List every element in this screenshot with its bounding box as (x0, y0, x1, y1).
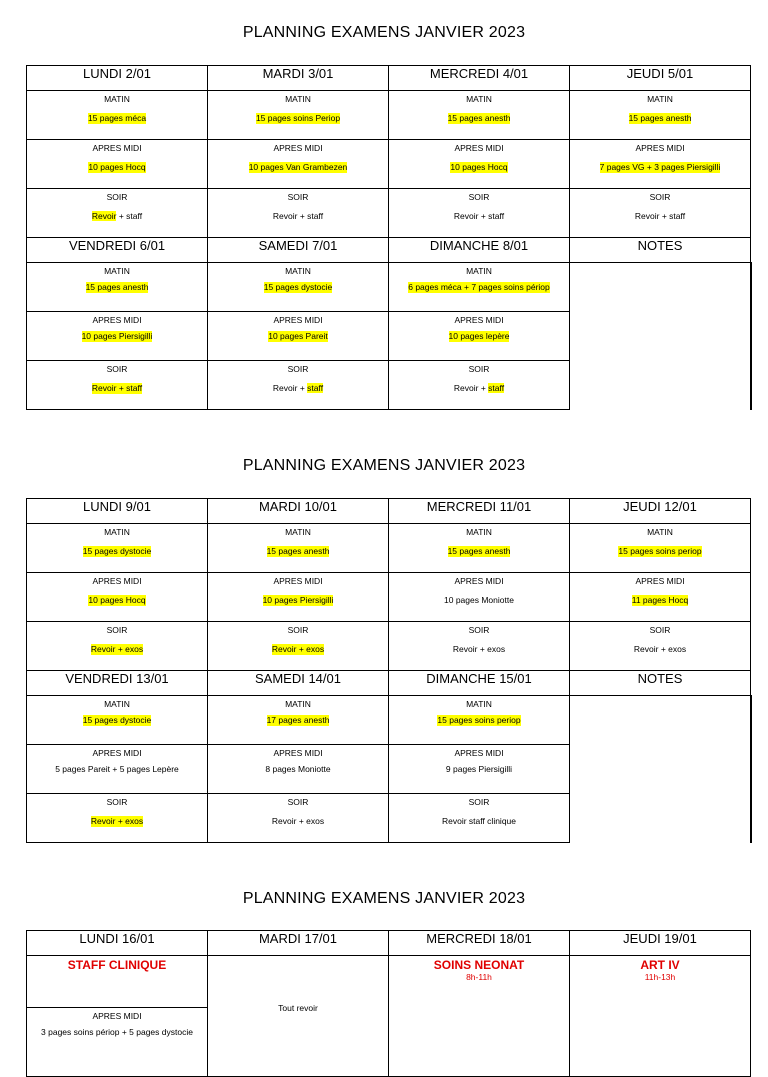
apres-midi-cell (570, 573, 751, 622)
task-text: 15 pages anesth (447, 546, 511, 556)
slot-label: MATIN (285, 699, 311, 709)
task-text: 7 pages VG + 3 pages Piersigilli (599, 162, 721, 172)
matin-cell (27, 696, 208, 745)
day-header: MERCREDI 11/01 (389, 499, 570, 524)
matin-cell (389, 696, 570, 745)
day-header: JEUDI 5/01 (570, 66, 751, 91)
matin-cell (389, 91, 570, 140)
task-text: Revoir + exos (271, 644, 325, 654)
apres-midi-cell (389, 312, 570, 361)
soir-cell (389, 622, 570, 671)
task-highlight: staff (307, 383, 324, 393)
task-text: 15 pages anesth (447, 113, 511, 123)
slot-label: APRES MIDI (92, 1011, 142, 1021)
day-header: MERCREDI 4/01 (389, 66, 570, 91)
apres-midi-cell (389, 573, 570, 622)
task-text: 11 pages Hocq (631, 595, 689, 605)
slot-label: MATIN (104, 699, 130, 709)
matin-cell (389, 524, 570, 573)
soir-cell (389, 361, 570, 410)
task-text: Revoir + exos (633, 644, 687, 654)
task-text: 10 pages Piersigilli (262, 595, 334, 605)
day-header: LUNDI 2/01 (27, 66, 208, 91)
apres-midi-cell (27, 140, 208, 189)
day-header: VENDREDI 6/01 (27, 238, 208, 263)
day-body (27, 956, 208, 1077)
day-header: SAMEDI 14/01 (208, 671, 389, 696)
task-highlight: staff (488, 383, 505, 393)
slot-label: APRES MIDI (92, 143, 142, 153)
slot-label: APRES MIDI (273, 748, 323, 758)
slot-label: SOIR (287, 625, 309, 635)
soir-cell (27, 794, 208, 843)
task-text: Revoir + exos (90, 644, 144, 654)
slot-label: APRES MIDI (635, 576, 685, 586)
task-text: Revoir + staff (272, 211, 324, 221)
slot-label: APRES MIDI (454, 748, 504, 758)
task-rest: Revoir + (453, 383, 489, 393)
day-header: LUNDI 9/01 (27, 499, 208, 524)
task-text: Revoir + exos (452, 644, 506, 654)
slot-label: MATIN (104, 527, 130, 537)
task-text: 10 pages Piersigilli (81, 331, 153, 341)
planning-table-week3 (26, 930, 751, 1077)
soir-cell (27, 622, 208, 671)
task-text (454, 383, 504, 394)
matin-cell (27, 524, 208, 573)
event-title: STAFF CLINIQUE (67, 958, 167, 972)
task-text: 8 pages Moniotte (265, 764, 331, 774)
apres-midi-cell (27, 573, 208, 622)
notes-area (570, 696, 751, 843)
task-text: Revoir + staff (453, 211, 505, 221)
slot-label: APRES MIDI (92, 748, 142, 758)
notes-header: NOTES (570, 671, 751, 696)
event-time: 11h-13h (644, 972, 676, 982)
task-text: 9 pages Piersigilli (445, 764, 513, 774)
slot-label: APRES MIDI (635, 143, 685, 153)
task-text: Revoir staff clinique (441, 816, 517, 826)
soir-cell (208, 361, 389, 410)
notes-header: NOTES (570, 238, 751, 263)
day-header: JEUDI 19/01 (570, 931, 751, 956)
task-text: 10 pages Hocq (88, 162, 146, 172)
event-time: 8h-11h (466, 972, 492, 982)
event-title: ART IV (640, 958, 680, 972)
slot-label: APRES MIDI (92, 315, 142, 325)
page-title: PLANNING EXAMENS JANVIER 2023 (242, 890, 526, 907)
task-text: 15 pages dystocie (82, 715, 152, 725)
task-text: 15 pages soins periop (618, 546, 702, 556)
slot-label: MATIN (285, 266, 311, 276)
planning-table-week1 (26, 65, 752, 410)
slot-label: SOIR (106, 625, 128, 635)
slot-label: MATIN (647, 527, 673, 537)
event-title: SOINS NEONAT (433, 958, 525, 972)
apres-midi-cell (208, 573, 389, 622)
slot-label: SOIR (649, 192, 671, 202)
apres-midi-cell (208, 140, 389, 189)
task-text: 10 pages Van Grambezen (248, 162, 348, 172)
day-header: MARDI 10/01 (208, 499, 389, 524)
slot-label: MATIN (647, 94, 673, 104)
task-rest: + staff (116, 211, 143, 221)
day-body (570, 956, 751, 1077)
slot-label: MATIN (285, 94, 311, 104)
slot-label: SOIR (287, 797, 309, 807)
slot-label: SOIR (287, 192, 309, 202)
day-body (389, 956, 570, 1077)
day-header: JEUDI 12/01 (570, 499, 751, 524)
day-header: MARDI 17/01 (208, 931, 389, 956)
task-rest: Revoir + (272, 383, 308, 393)
slot-label: MATIN (466, 699, 492, 709)
slot-label: MATIN (466, 527, 492, 537)
slot-label: MATIN (104, 94, 130, 104)
apres-midi-cell (208, 312, 389, 361)
slot-label: MATIN (104, 266, 130, 276)
task-text (273, 383, 323, 394)
task-text: 10 pages Hocq (450, 162, 508, 172)
slot-label: APRES MIDI (454, 576, 504, 586)
page-title: PLANNING EXAMENS JANVIER 2023 (242, 24, 526, 41)
soir-cell (208, 622, 389, 671)
slot-label: APRES MIDI (273, 315, 323, 325)
task-text: 10 pages Hocq (88, 595, 146, 605)
slot-label: SOIR (468, 797, 490, 807)
day-header: SAMEDI 7/01 (208, 238, 389, 263)
task-text: Revoir + exos (271, 816, 325, 826)
day-header: VENDREDI 13/01 (27, 671, 208, 696)
slot-label: SOIR (287, 364, 309, 374)
slot-label: APRES MIDI (92, 576, 142, 586)
matin-cell (570, 524, 751, 573)
slot-label: SOIR (106, 364, 128, 374)
soir-cell (27, 361, 208, 410)
task-text: 10 pages Moniotte (444, 595, 514, 605)
task-text: 15 pages anesth (85, 282, 149, 292)
task-text (92, 211, 142, 222)
day-header: DIMANCHE 15/01 (389, 671, 570, 696)
matin-cell (208, 91, 389, 140)
matin-cell (208, 696, 389, 745)
soir-cell (208, 189, 389, 238)
task-text: 10 pages Pareit (268, 331, 328, 341)
task-text: 17 pages anesth (266, 715, 330, 725)
slot-label: APRES MIDI (273, 576, 323, 586)
apres-midi-cell (208, 745, 389, 794)
slot-label: SOIR (468, 192, 490, 202)
apres-midi-cell (389, 745, 570, 794)
slot-label: SOIR (468, 364, 490, 374)
soir-cell (389, 189, 570, 238)
slot-label: SOIR (468, 625, 490, 635)
day-body (208, 956, 389, 1077)
task-text: 10 pages lepère (448, 331, 510, 341)
task-text: 15 pages dystocie (82, 546, 152, 556)
notes-area (570, 263, 751, 410)
day-header: MARDI 3/01 (208, 66, 389, 91)
slot-label: APRES MIDI (273, 143, 323, 153)
matin-cell (208, 263, 389, 312)
soir-cell (27, 189, 208, 238)
matin-cell (208, 524, 389, 573)
task-text: Revoir + exos (90, 816, 144, 826)
task-text: 15 pages soins periop (437, 715, 521, 725)
task-text: Revoir + staff (634, 211, 686, 221)
slot-label: MATIN (466, 266, 492, 276)
page-title: PLANNING EXAMENS JANVIER 2023 (242, 457, 526, 474)
day-header: MERCREDI 18/01 (389, 931, 570, 956)
apres-midi-cell (27, 312, 208, 361)
task-text: 3 pages soins périop + 5 pages dystocie (41, 1027, 193, 1037)
slot-label: MATIN (285, 527, 311, 537)
task-text: 15 pages méca (87, 113, 147, 123)
matin-cell (27, 263, 208, 312)
slot-label: APRES MIDI (454, 315, 504, 325)
slot-label: APRES MIDI (454, 143, 504, 153)
matin-cell (389, 263, 570, 312)
apres-midi-cell (389, 140, 570, 189)
soir-cell (389, 794, 570, 843)
soir-cell (208, 794, 389, 843)
apres-midi-cell (27, 745, 208, 794)
task-text: Tout revoir (278, 1003, 318, 1013)
day-header: LUNDI 16/01 (27, 931, 208, 956)
soir-cell (570, 622, 751, 671)
task-text: 5 pages Pareit + 5 pages Lepère (55, 764, 179, 774)
slot-label: SOIR (106, 192, 128, 202)
task-text: Revoir + staff (91, 383, 143, 393)
slot-label: MATIN (466, 94, 492, 104)
task-text: 6 pages méca + 7 pages soins périop (408, 282, 550, 292)
task-text: 15 pages anesth (628, 113, 692, 123)
slot-label: SOIR (649, 625, 671, 635)
slot-label: SOIR (106, 797, 128, 807)
soir-cell (570, 189, 751, 238)
matin-cell (27, 91, 208, 140)
matin-cell (570, 91, 751, 140)
task-highlight: Revoir (91, 211, 117, 221)
task-text: 15 pages dystocie (263, 282, 333, 292)
planning-table-week2 (26, 498, 752, 843)
task-text: 15 pages soins Periop (255, 113, 341, 123)
task-text: 15 pages anesth (266, 546, 330, 556)
apres-midi-cell (570, 140, 751, 189)
day-header: DIMANCHE 8/01 (389, 238, 570, 263)
